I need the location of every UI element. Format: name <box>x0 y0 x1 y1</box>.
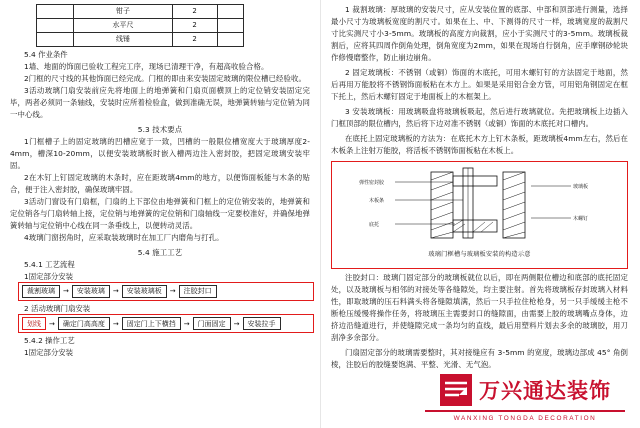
flow-step: 确定门高高度 <box>58 317 110 330</box>
section-heading-541: 5.4.1 工艺流程 <box>24 259 75 269</box>
paragraph: 3 安装玻璃板：用玻璃吸盘将玻璃板吸起，然后进行玻璃就位。先把玻璃板上边插入门框顶部的限位槽内，然后将下边对准不锈钢（或铜）饰面的木底托对口槽内。 <box>331 106 628 128</box>
svg-text:玻璃板: 玻璃板 <box>572 183 588 190</box>
section-heading-53: 5.3 技术要点 <box>137 124 183 134</box>
paragraph: 在底托上固定玻璃板的方法为：在底托木方上钉木条板，距玻璃板4mm左右，然后在木板条上注射万能胶，将活板不锈钢饰面板粘在木板上。 <box>331 133 628 155</box>
subsection-3: 1固定部分安装 <box>24 348 74 358</box>
svg-text:弹性密封胶: 弹性密封胶 <box>358 179 384 186</box>
cell: 线锤 <box>74 33 173 47</box>
section-heading-54-2: 5.4 施工工艺 <box>137 247 183 257</box>
svg-text:木螺钉: 木螺钉 <box>572 215 588 222</box>
flow-step: 安装玻璃板 <box>122 285 167 298</box>
flow-step: 安装玻璃 <box>72 285 110 298</box>
svg-text:木板条: 木板条 <box>368 197 384 204</box>
paragraph: 2在木钉上钉固定玻璃的木条时，应在距玻璃4mm的地方，以便饰面板能与木条的贴合，便于注入密封胶，确保玻璃牢固。 <box>10 172 310 194</box>
paragraph: 3活动玻璃门扇安装前应先将地面上的地弹簧和门扇页面横顶上的定位销安装固定完毕，两者必须同一条轴线，安装时应所着检验盒，做到准确无误，地弹簧转轴与定位销为同一中心线。 <box>10 85 310 119</box>
svg-text:底托: 底托 <box>368 221 379 228</box>
logo-glyph-svg <box>439 373 473 407</box>
table-row <box>37 33 244 47</box>
flow-diagram-door-leaf-install <box>22 317 310 330</box>
glass-door-section-svg <box>335 166 625 246</box>
paragraph-note-2: 门扇固定部分的玻璃需要整时，其对接缝应有 3-5mm 的宽度，玻璃边部成 45° 角倒棱，注胶后的胶缝要饱满、平整、光滑、无气泡。 <box>331 347 628 369</box>
cell: 水平尺 <box>74 19 173 33</box>
cell <box>37 33 74 47</box>
figure-caption: 玻璃门框槽与玻璃板安装的构造示意 <box>428 250 531 258</box>
cell <box>217 19 243 33</box>
arrow-icon: → <box>169 287 176 296</box>
subsection-2: 2 活动玻璃门扇安装 <box>24 304 91 314</box>
flow-step: 固定门上下横挡 <box>122 317 181 330</box>
section-heading-542: 5.4.2 操作工艺 <box>24 336 75 346</box>
arrow-icon: → <box>112 287 119 296</box>
paragraph: 3活动门窗设有门扇框，门扇的上下部位由地弹簧和门框上的定位销安装的，地弹簧和定位销各与门扇转轴上接，定位销与地弹簧的定位销和门扇轴线一定要校准好，并确保地弹簧转轴与定位销中心线在同一条垂线上，以便转动灵活。 <box>10 196 310 230</box>
logo-divider <box>425 410 625 412</box>
cell: 2 <box>172 5 217 19</box>
flow-step: 注胶封口 <box>179 285 217 298</box>
paragraph: 1门框槽子上的固定玻璃的凹槽应宽于一致，凹槽的一般限位槽宽度大于玻璃厚度2-4mm，槽深10-20mm，以便安装玻璃板时嵌入槽两边注入密封胶，把固定玻璃安装牢固。 <box>10 136 310 170</box>
arrow-icon: → <box>183 319 190 328</box>
company-logo <box>418 373 632 422</box>
cell <box>37 19 74 33</box>
paragraph: 4玻璃门窗拐角时，应采取装玻璃时在加工厂内磨角与打孔。 <box>24 232 224 242</box>
arrow-icon: → <box>112 319 119 328</box>
logo-mark-icon <box>439 373 473 407</box>
cell: 2 <box>172 19 217 33</box>
arrow-icon: → <box>49 319 55 328</box>
logo-row <box>418 373 632 407</box>
logo-brand-text: 万兴通达装饰 <box>479 377 611 403</box>
flow-step: 划线 <box>22 317 46 330</box>
note-body: 玻璃门固定部分的玻璃板就位以后，即在两侧限位槽边和底部的底托固定处，以及玻璃板与相邻的对接处等各缝隙处，均主要注射。首先将玻璃板存封玻璃入材料性，即取玻璃的压石料满头将各缝隙填满，然后一只手拉住枪枪身，另一只手缓缓主枪不断枪压缓慢将操作任务，将玻璃压主需要封口的缝隙面，由需要上胶的玻璃嘴点身体，边挤边沿缝道进行，并使缝隙完成一条均匀的直线，最后用塑料片划去多余的玻璃胶，用刀刮净多余部分。 <box>331 272 628 342</box>
cell <box>217 5 243 19</box>
flow-step: 裁割玻璃 <box>22 285 60 298</box>
right-column <box>320 0 640 428</box>
table-row <box>37 5 244 19</box>
paragraph: 2门框的尺寸线的其他饰面已经完成。门框的即由来安装固定玻璃的限位槽已经验收。 <box>24 73 306 83</box>
paragraph-note-1 <box>331 272 628 344</box>
flow-diagram-fixed-install <box>22 285 310 298</box>
cell: 2 <box>172 33 217 47</box>
cell <box>37 5 74 19</box>
flow-step: 门面固定 <box>193 317 231 330</box>
subsection-1: 1固定部分安装 <box>24 271 74 281</box>
cell <box>217 33 243 47</box>
arrow-icon: → <box>233 319 240 328</box>
paragraph: 2 固定玻璃板：不锈钢（或铜）饰面的木底托，可用木螺钉钉的方法固定于地面，然后再用万能胶将不锈钢饰面板粘在木方上。如果是采用铝合金方管，可用铝角钢固定在框下托上，然后木螺钉固定于地面板上的木框架上。 <box>331 67 628 101</box>
note-title: 注胶封口： <box>345 272 384 282</box>
paragraph: 1墙、地面的饰面已验收工程完工序，现场已清理干净，有超高收验合格。 <box>24 61 269 71</box>
tools-table <box>36 4 244 47</box>
figure-drawing <box>334 166 625 248</box>
figure-glass-door-detail <box>331 161 628 269</box>
section-heading-54: 5.4 作业条件 <box>24 50 68 59</box>
flow-step: 安装拉手 <box>243 317 281 330</box>
table-row <box>37 19 244 33</box>
paragraph: 1 裁割玻璃：厚玻璃的安装尺寸，应从安装位置的底部、中部和顶部进行测量，选择最小尺寸为玻璃板宽度的割尺寸。如果在上、中、下测得的尺寸一样，玻璃宽度的裁割尺寸比实测尺寸小3-5mm。玻璃板的高度方向裁割，应小于实测尺寸的3-5mm。玻璃板裁割后，应将其四周作倒角处理，倒角宽度为2mm，如果在现场自行倒角，应手摩钢砂轮块作修慢磨整作，防止崩边崩角。 <box>331 5 628 62</box>
cell: 钳子 <box>74 5 173 19</box>
arrow-icon: → <box>63 287 69 296</box>
logo-pinyin-text: WANXING TONGDA DECORATION <box>453 415 597 422</box>
